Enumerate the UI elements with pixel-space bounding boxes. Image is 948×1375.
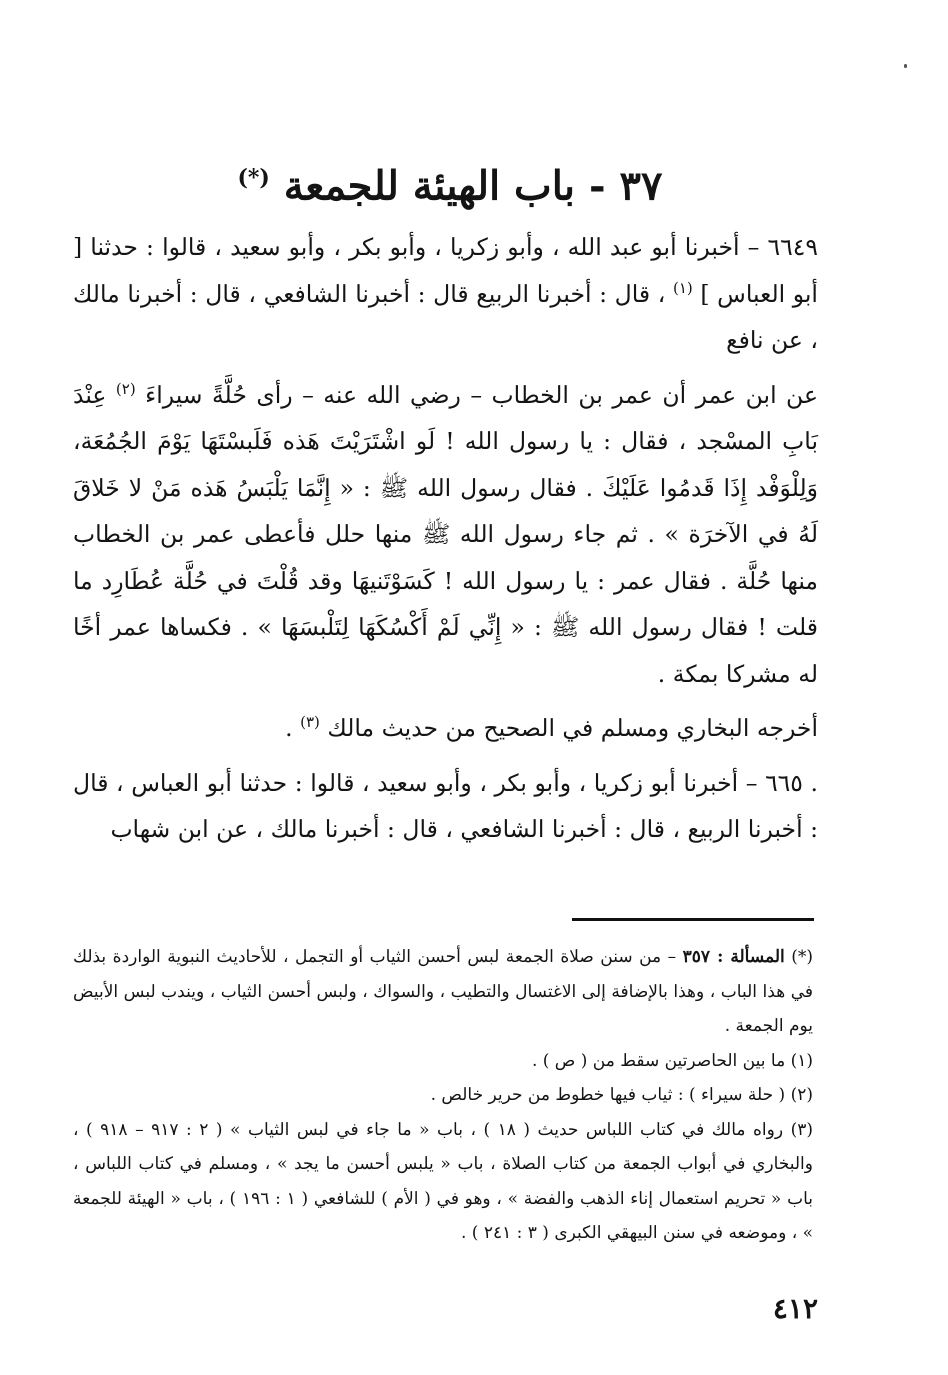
chapter-number: ٣٧ — [619, 162, 663, 210]
hadith-6649-text-body: عِنْدَ بَابِ المسْجد ، فقال : يا رسول الله ! لَو اشْتَرَيْتَ هَذه فَلَبسْتَهَا يَوْمَ الجُمُعَة، وَلِلْوَفْد إِذَا قَدمُوا عَلَيْكَ . فقال رسول الله ﷺ : « إِنَّمَا يَلْبَسُ هَذه مَنْ لا خَلاقَ لَهُ في الآخرَة » . ثم جاء رسول الله ﷺ منها حلل فأعطى عمر بن الخطاب منها حُلَّة . فقال عمر : يا رسول الله ! كَسَوْتَنيهَا وقد قُلْتَ في حُلَّة عُطَارِد ما قلت ! فقال رسول الله ﷺ : « إِنِّي لَمْ أَكْسُكَهَا لِتَلْبسَهَا » . فكساها عمر أخًا له مشركا بمكة . — [73, 380, 818, 688]
scan-speck — [904, 64, 907, 68]
hadith-6649-chain-end: ، قال : أخبرنا الربيع قال : أخبرنا الشافعي ، قال : أخبرنا مالك ، عن نافع — [73, 279, 818, 354]
footnote-divider — [572, 918, 814, 921]
footnote-star-mark: (*) — [791, 947, 814, 967]
footnote-ref-3: (٣) — [300, 713, 320, 732]
chapter-dash: - — [575, 162, 606, 210]
footnote-2: (٢) ( حلة سيراء ) : ثياب فيها خطوط من حرير خالص . — [430, 1085, 813, 1105]
chapter-note-mark: (*) — [237, 165, 270, 191]
footnote-1: (١) ما بين الحاصرتين سقط من ( ص ) . — [531, 1050, 813, 1071]
footnote-star-text: – من سنن صلاة الجمعة لبس أحسن الثياب أو التجمل ، للأحاديث النبوية الواردة بذلك في هذا الباب ، وهذا بالإضافة إلى الاغتسال والتطيب ، والسواك ، ولبس أحسن الثياب ، ويندب لبس الأبيض يوم الجمعة . — [73, 947, 813, 1036]
hadith-6649-text-start: عن ابن عمر أن عمر بن الخطاب – رضي الله عنه – رأى حُلَّةً سيراءَ — [145, 380, 818, 409]
hadith-6649-text — [73, 372, 818, 698]
hadith-6649-chain-start: ٦٦٤٩ – أخبرنا أبو عبد الله ، وأبو زكريا ، وأبو بكر ، وأبو سعيد ، قالوا : حدثنا [ أبو العباس ] — [73, 233, 818, 308]
chapter-title: باب الهيئة للجمعة — [283, 162, 576, 210]
takhrij-note — [73, 705, 818, 752]
chapter-heading — [80, 150, 820, 214]
footnote-star-label: المسألة : ٣٥٧ — [682, 947, 785, 967]
footnote-ref-2: (٢) — [115, 379, 136, 398]
page-number: ٤١٢ — [772, 1292, 818, 1325]
hadith-6650-chain: . ٦٦٥ – أخبرنا أبو زكريا ، وأبو بكر ، وأبو سعيد ، قالوا : حدثنا أبو العباس ، قال : أخبرنا الربيع ، قال : أخبرنا الشافعي ، قال : أخبرنا مالك ، عن ابن شهاب — [73, 768, 818, 843]
footnote-star — [73, 940, 813, 1044]
hadith-6649-chain — [73, 224, 818, 364]
footnote-3: (٣) رواه مالك في كتاب اللباس حديث ( ١٨ ) ، باب « ما جاء في لبس الثياب » ( ٢ : ٩١٧ – ٩١٨ ) ، والبخاري في أبواب الجمعة من كتاب الصلاة ، باب « يلبس أحسن ما يجد » ، ومسلم في كتاب اللباس ، باب « تحريم استعمال إناء الذهب والفضة » ، وهو في ( الأم ) للشافعي ( ١ : ١٩٦ ) ، باب « الهيئة للجمعة » ، وموضعه في سنن البيهقي الكبرى ( ٣ : ٢٤١ ) . — [73, 1119, 813, 1243]
footnote-ref-1: (١) — [672, 278, 693, 297]
main-text — [73, 224, 818, 853]
takhrij-text: أخرجه البخاري ومسلم في الصحيح من حديث مالك — [327, 714, 818, 742]
footnotes-section — [73, 940, 813, 1251]
takhrij-end: . — [285, 714, 293, 742]
